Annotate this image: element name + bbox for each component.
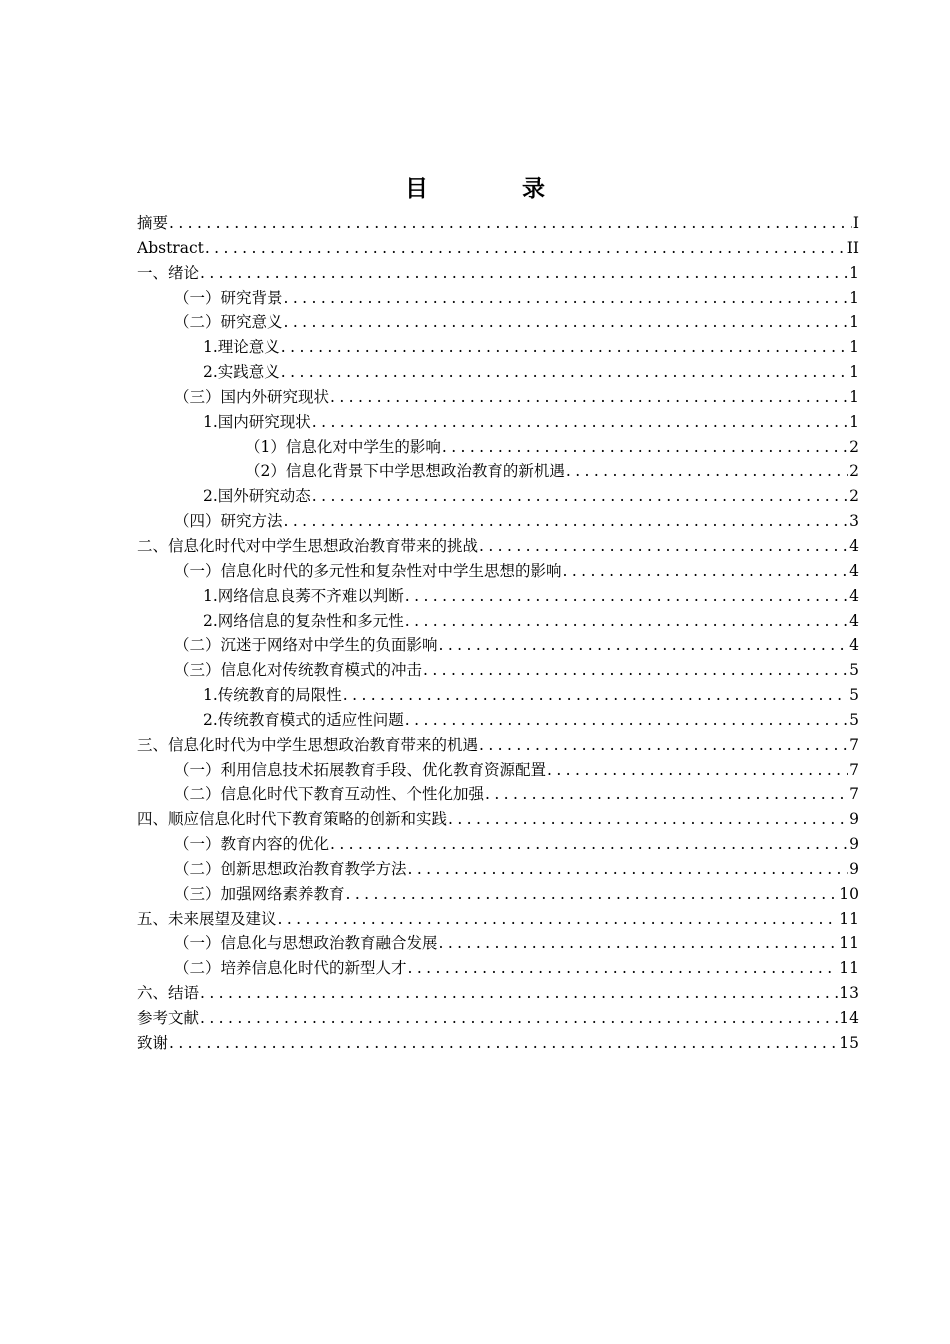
toc-entry-page-number: 1 xyxy=(849,313,859,332)
toc-entry[interactable] xyxy=(137,410,859,435)
toc-entry-label: 2.网络信息的复杂性和多元性 xyxy=(203,611,404,630)
toc-entry-label: 1.传统教育的局限性 xyxy=(203,686,342,705)
toc-entry[interactable] xyxy=(137,633,859,658)
toc-entry[interactable] xyxy=(137,509,859,534)
toc-entry[interactable] xyxy=(137,956,859,981)
toc-entry-page-number: 7 xyxy=(849,735,859,754)
toc-entry-label: 四、顺应信息化时代下教育策略的创新和实践 xyxy=(137,810,448,829)
toc-dot-leader xyxy=(405,584,848,609)
toc-entry[interactable] xyxy=(137,584,859,609)
toc-entry-label: （二）创新思想政治教育教学方法 xyxy=(174,859,407,878)
toc-entry[interactable] xyxy=(137,1031,859,1056)
toc-entry-label: 1.理论意义 xyxy=(203,338,280,357)
toc-entry-label: 2.实践意义 xyxy=(203,363,280,382)
toc-dot-leader xyxy=(485,782,848,807)
toc-dot-leader xyxy=(479,733,848,758)
toc-dot-leader xyxy=(169,1031,838,1056)
toc-entry[interactable] xyxy=(137,683,859,708)
toc-entry[interactable] xyxy=(137,484,859,509)
toc-entry[interactable] xyxy=(137,534,859,559)
toc-dot-leader xyxy=(278,907,839,932)
toc-entry-page-number: 1 xyxy=(849,263,859,282)
toc-entry-label: （二）培养信息化时代的新型人才 xyxy=(174,959,407,978)
toc-dot-leader xyxy=(343,683,848,708)
toc-entry-label: （三）国内外研究现状 xyxy=(174,387,330,406)
toc-entry-page-number: 4 xyxy=(849,611,859,630)
toc-entry-page-number: 7 xyxy=(849,785,859,804)
toc-dot-leader xyxy=(423,658,848,683)
toc-entry-label: （一）利用信息技术拓展教育手段、优化教育资源配置 xyxy=(174,760,547,779)
toc-entry-label: 2.国外研究动态 xyxy=(203,487,311,506)
toc-entry-label: （四）研究方法 xyxy=(174,512,283,531)
toc-entry-page-number: 4 xyxy=(849,586,859,605)
toc-dot-leader xyxy=(281,360,848,385)
toc-entry-label: 致谢 xyxy=(137,1033,169,1052)
toc-entry-label: （一）教育内容的优化 xyxy=(174,835,330,854)
toc-entry-label: 1.网络信息良莠不齐难以判断 xyxy=(203,586,404,605)
toc-entry-page-number: 13 xyxy=(839,984,859,1003)
toc-dot-leader xyxy=(312,410,848,435)
toc-entry-label: Abstract xyxy=(137,238,204,257)
toc-entry-page-number: 11 xyxy=(839,909,859,928)
toc-dot-leader xyxy=(284,509,849,534)
toc-entry[interactable] xyxy=(137,931,859,956)
toc-entry-page-number: 5 xyxy=(849,710,859,729)
toc-entry-page-number: I xyxy=(852,214,859,232)
toc-entry[interactable] xyxy=(137,360,859,385)
toc-entry-label: （2）信息化背景下中学思想政治教育的新机遇 xyxy=(245,462,565,481)
toc-entry-label: 三、信息化时代为中学生思想政治教育带来的机遇 xyxy=(137,735,479,754)
toc-dot-leader xyxy=(284,286,849,311)
toc-entry[interactable] xyxy=(137,261,859,286)
toc-dot-leader xyxy=(408,956,839,981)
toc-entry[interactable] xyxy=(137,1006,859,1031)
toc-entry[interactable] xyxy=(137,782,859,807)
toc-entry-label: 六、结语 xyxy=(137,984,200,1003)
toc-dot-leader xyxy=(408,857,849,882)
toc-entry-page-number: 3 xyxy=(849,512,859,531)
toc-entry-label: 一、绪论 xyxy=(137,263,200,282)
toc-entry[interactable] xyxy=(137,907,859,932)
toc-entry-page-number: 15 xyxy=(839,1033,859,1052)
toc-dot-leader xyxy=(330,832,848,857)
toc-entry-page-number: 1 xyxy=(849,412,859,431)
toc-dot-leader xyxy=(547,758,848,783)
toc-entry-page-number: II xyxy=(846,238,859,257)
table-of-contents xyxy=(137,211,859,1056)
toc-entry[interactable] xyxy=(137,733,859,758)
toc-entry[interactable] xyxy=(137,807,859,832)
toc-entry-page-number: 9 xyxy=(849,859,859,878)
toc-entry-page-number: 4 xyxy=(849,536,859,555)
toc-entry-label: （一）研究背景 xyxy=(174,288,283,307)
toc-entry[interactable] xyxy=(137,286,859,311)
toc-entry[interactable] xyxy=(137,609,859,634)
toc-entry-page-number: 4 xyxy=(849,561,859,580)
toc-dot-leader xyxy=(566,459,848,484)
toc-entry-page-number: 1 xyxy=(849,363,859,382)
toc-entry-label: （1）信息化对中学生的影响 xyxy=(245,437,441,456)
toc-entry[interactable] xyxy=(137,435,859,460)
toc-dot-leader xyxy=(200,981,838,1006)
toc-entry[interactable] xyxy=(137,236,859,261)
toc-dot-leader xyxy=(479,534,848,559)
toc-entry-page-number: 2 xyxy=(849,462,859,481)
toc-entry-page-number: 1 xyxy=(849,338,859,357)
toc-dot-leader xyxy=(312,484,848,509)
toc-entry-page-number: 2 xyxy=(849,487,859,506)
toc-entry-page-number: 1 xyxy=(849,387,859,406)
toc-entry-label: 二、信息化时代对中学生思想政治教育带来的挑战 xyxy=(137,536,479,555)
toc-entry-label: 参考文献 xyxy=(137,1009,200,1027)
toc-entry-page-number: 11 xyxy=(839,959,859,978)
toc-entry-page-number: 11 xyxy=(839,934,859,953)
toc-entry-label: 五、未来展望及建议 xyxy=(137,909,277,928)
toc-entry[interactable] xyxy=(137,981,859,1006)
toc-entry-label: （一）信息化时代的多元性和复杂性对中学生思想的影响 xyxy=(174,561,562,580)
toc-entry[interactable] xyxy=(137,459,859,484)
toc-entry-label: 2.传统教育模式的适应性问题 xyxy=(203,710,404,729)
toc-dot-leader xyxy=(330,385,848,410)
toc-entry[interactable] xyxy=(137,857,859,882)
toc-entry-page-number: 1 xyxy=(849,288,859,307)
toc-entry-page-number: 2 xyxy=(849,437,859,456)
toc-entry[interactable] xyxy=(137,708,859,733)
toc-entry-label: （三）信息化对传统教育模式的冲击 xyxy=(174,661,423,680)
toc-dot-leader xyxy=(448,807,848,832)
toc-entry[interactable] xyxy=(137,559,859,584)
toc-entry-page-number: 9 xyxy=(849,835,859,854)
toc-entry-label: （二）信息化时代下教育互动性、个性化加强 xyxy=(174,785,485,804)
page-title: 目 录 xyxy=(404,176,588,202)
toc-dot-leader xyxy=(284,310,849,335)
toc-dot-leader xyxy=(205,236,846,261)
toc-dot-leader xyxy=(439,633,849,658)
toc-entry-page-number: 14 xyxy=(839,1009,859,1027)
toc-entry-label: （二）研究意义 xyxy=(174,313,283,332)
toc-entry-page-number: 10 xyxy=(839,884,859,903)
toc-dot-leader xyxy=(405,708,848,733)
toc-entry-label: （二）沉迷于网络对中学生的负面影响 xyxy=(174,636,438,655)
toc-entry[interactable] xyxy=(137,310,859,335)
toc-entry-page-number: 4 xyxy=(849,636,859,655)
toc-entry[interactable] xyxy=(137,385,859,410)
toc-dot-leader xyxy=(405,609,848,634)
toc-dot-leader xyxy=(346,882,839,907)
toc-dot-leader xyxy=(200,1006,838,1031)
toc-entry[interactable] xyxy=(137,882,859,907)
toc-dot-leader xyxy=(563,559,849,584)
toc-entry-page-number: 5 xyxy=(849,686,859,705)
toc-entry-label: （一）信息化与思想政治教育融合发展 xyxy=(174,934,438,953)
toc-entry-page-number: 7 xyxy=(849,760,859,779)
toc-entry[interactable] xyxy=(137,832,859,857)
toc-dot-leader xyxy=(169,211,852,236)
toc-entry-label: （三）加强网络素养教育 xyxy=(174,884,345,903)
toc-entry[interactable] xyxy=(137,335,859,360)
toc-dot-leader xyxy=(281,335,848,360)
toc-dot-leader xyxy=(442,435,848,460)
toc-entry-label: 摘要 xyxy=(137,214,169,232)
toc-entry-page-number: 9 xyxy=(849,810,859,829)
toc-entry[interactable] xyxy=(137,211,859,236)
toc-entry[interactable] xyxy=(137,758,859,783)
toc-dot-leader xyxy=(200,261,848,286)
toc-entry-page-number: 5 xyxy=(849,661,859,680)
toc-entry[interactable] xyxy=(137,658,859,683)
toc-dot-leader xyxy=(439,931,839,956)
toc-entry-label: 1.国内研究现状 xyxy=(203,412,311,431)
